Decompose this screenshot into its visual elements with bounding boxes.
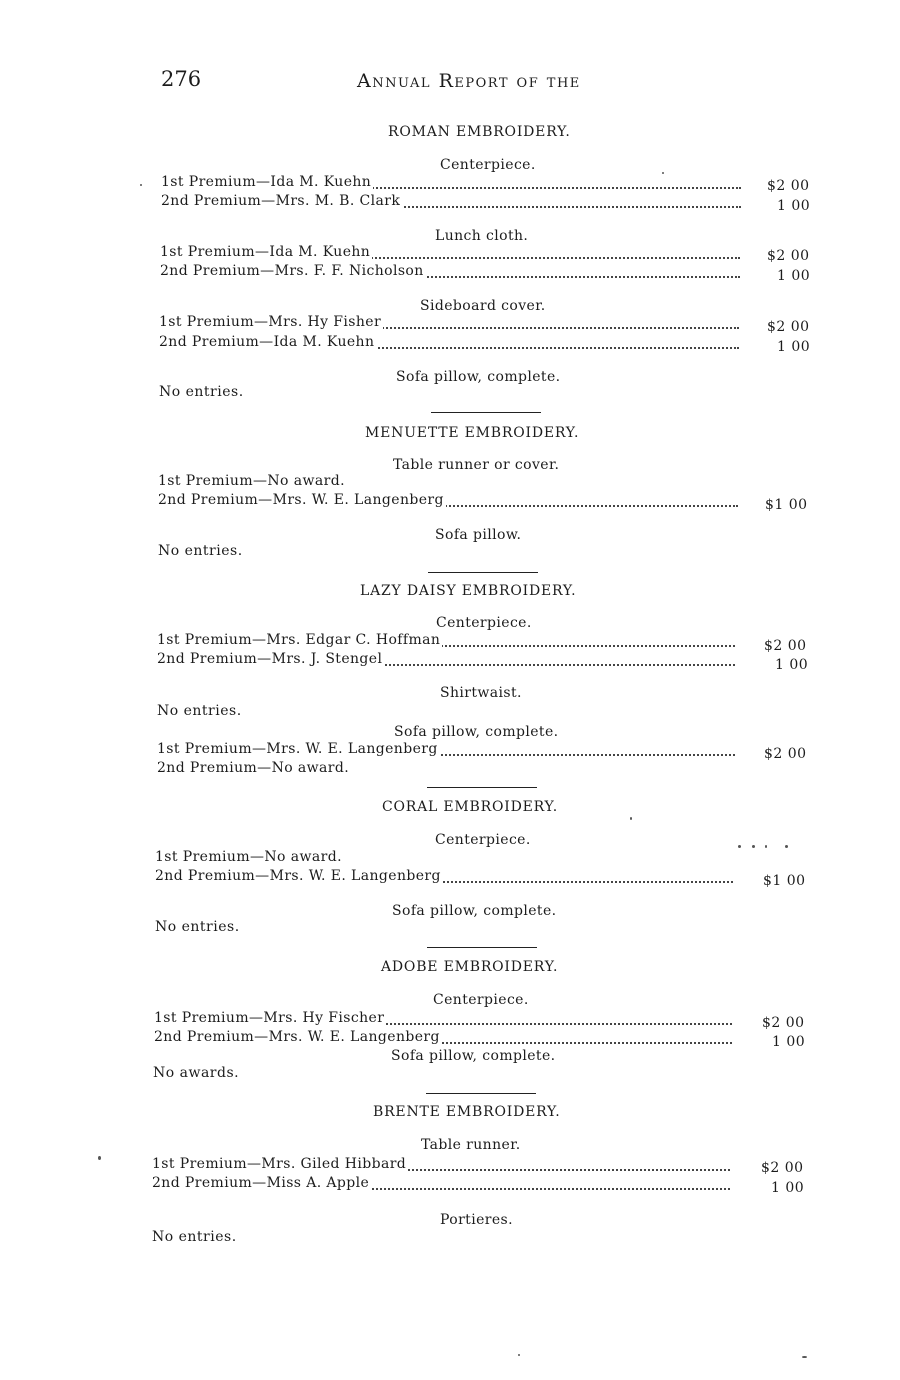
category-heading: Shirtwaist. bbox=[440, 685, 522, 701]
award-label: 2nd Premium—Mrs. M. B. Clark bbox=[161, 193, 401, 209]
running-head: Annual Report of the bbox=[357, 70, 581, 92]
award-amount: 1 00 bbox=[777, 339, 811, 355]
no-entries-note: No entries. bbox=[158, 543, 243, 559]
award-label: 1st Premium—Mrs. Giled Hibbard bbox=[152, 1156, 407, 1172]
award-label: 1st Premium—No award. bbox=[158, 473, 345, 489]
page-number: 276 bbox=[161, 67, 202, 91]
scan-speck bbox=[630, 817, 632, 820]
no-entries-note: No entries. bbox=[157, 703, 242, 719]
award-entry bbox=[160, 244, 740, 262]
no-entries-note: No entries. bbox=[152, 1229, 237, 1245]
award-amount: 1 00 bbox=[777, 198, 811, 214]
scan-speck bbox=[738, 845, 741, 848]
section-divider bbox=[427, 947, 537, 948]
award-label: 1st Premium—Ida M. Kuehn bbox=[160, 244, 371, 260]
award-entry bbox=[158, 473, 738, 491]
award-entry bbox=[157, 651, 735, 669]
scan-speck bbox=[140, 184, 142, 186]
award-amount: 1 00 bbox=[771, 1180, 805, 1196]
section-title: ADOBE EMBROIDERY. bbox=[381, 959, 559, 975]
category-heading: Sofa pillow, complete. bbox=[392, 903, 557, 919]
award-entry bbox=[161, 174, 741, 192]
category-heading: Table runner. bbox=[421, 1137, 521, 1153]
award-amount: $2 00 bbox=[761, 1160, 804, 1176]
award-amount: $2 00 bbox=[767, 248, 810, 264]
category-heading: Sofa pillow, complete. bbox=[391, 1048, 556, 1064]
award-entry bbox=[157, 741, 735, 759]
award-entry bbox=[152, 1175, 730, 1193]
award-amount: $2 00 bbox=[764, 746, 807, 762]
award-label: 2nd Premium—No award. bbox=[157, 760, 350, 776]
award-label: 1st Premium—No award. bbox=[155, 849, 342, 865]
award-entry bbox=[158, 492, 738, 510]
award-label: 2nd Premium—Mrs. F. F. Nicholson bbox=[160, 263, 424, 279]
award-label: 1st Premium—Mrs. Hy Fisher bbox=[159, 314, 382, 330]
category-heading: Sofa pillow, complete. bbox=[396, 369, 561, 385]
award-amount: $2 00 bbox=[762, 1015, 805, 1031]
award-entry bbox=[161, 193, 741, 211]
category-heading: Centerpiece. bbox=[433, 992, 529, 1008]
award-amount: 1 00 bbox=[777, 268, 811, 284]
category-heading: Sofa pillow. bbox=[435, 527, 522, 543]
award-entry bbox=[155, 849, 733, 867]
section-divider bbox=[426, 1093, 536, 1094]
no-entries-note: No entries. bbox=[159, 384, 244, 400]
category-heading: Lunch cloth. bbox=[435, 228, 529, 244]
award-label: 2nd Premium—Mrs. J. Stengel bbox=[157, 651, 383, 667]
award-label: 1st Premium—Mrs. Hy Fischer bbox=[154, 1010, 385, 1026]
award-amount: $1 00 bbox=[765, 497, 808, 513]
scan-speck bbox=[518, 1354, 520, 1356]
category-heading: Sideboard cover. bbox=[420, 298, 546, 314]
section-divider bbox=[431, 412, 541, 413]
award-entry bbox=[159, 314, 739, 332]
section-divider bbox=[427, 787, 537, 788]
award-amount: 1 00 bbox=[772, 1034, 806, 1050]
award-entry bbox=[160, 263, 740, 281]
award-entry bbox=[154, 1010, 732, 1028]
award-entry bbox=[159, 334, 739, 352]
no-awards-note: No awards. bbox=[153, 1065, 240, 1081]
award-label: 2nd Premium—Mrs. W. E. Langenberg bbox=[154, 1029, 440, 1045]
award-label: 2nd Premium—Ida M. Kuehn bbox=[159, 334, 375, 350]
award-entry bbox=[155, 868, 733, 886]
award-label: 1st Premium—Ida M. Kuehn bbox=[161, 174, 372, 190]
category-heading: Sofa pillow, complete. bbox=[394, 724, 559, 740]
category-heading: Centerpiece. bbox=[440, 157, 536, 173]
award-amount: $2 00 bbox=[767, 319, 810, 335]
scan-speck bbox=[802, 1356, 807, 1358]
section-title: LAZY DAISY EMBROIDERY. bbox=[360, 583, 577, 599]
scan-speck bbox=[98, 1156, 101, 1160]
award-label: 2nd Premium—Miss A. Apple bbox=[152, 1175, 370, 1191]
award-entry bbox=[152, 1156, 730, 1174]
scan-speck bbox=[752, 845, 755, 848]
award-amount: $2 00 bbox=[764, 638, 807, 654]
scan-speck bbox=[765, 845, 767, 848]
award-entry bbox=[154, 1029, 732, 1047]
section-divider bbox=[428, 572, 538, 573]
award-entry bbox=[157, 632, 735, 650]
scan-speck bbox=[785, 845, 788, 848]
award-amount: $2 00 bbox=[767, 178, 810, 194]
section-title: MENUETTE EMBROIDERY. bbox=[365, 425, 580, 441]
award-amount: $1 00 bbox=[763, 873, 806, 889]
award-label: 2nd Premium—Mrs. W. E. Langenberg bbox=[155, 868, 441, 884]
scan-speck bbox=[662, 172, 664, 174]
award-label: 1st Premium—Mrs. W. E. Langenberg bbox=[157, 741, 438, 757]
award-amount: 1 00 bbox=[775, 657, 809, 673]
category-heading: Table runner or cover. bbox=[393, 457, 560, 473]
category-heading: Centerpiece. bbox=[436, 615, 532, 631]
section-title: ROMAN EMBROIDERY. bbox=[388, 124, 571, 140]
award-label: 2nd Premium—Mrs. W. E. Langenberg bbox=[158, 492, 444, 508]
no-entries-note: No entries. bbox=[155, 919, 240, 935]
category-heading: Centerpiece. bbox=[435, 832, 531, 848]
category-heading: Portieres. bbox=[440, 1212, 513, 1228]
award-label: 1st Premium—Mrs. Edgar C. Hoffman bbox=[157, 632, 441, 648]
award-entry bbox=[157, 760, 735, 778]
section-title: BRENTE EMBROIDERY. bbox=[373, 1104, 561, 1120]
section-title: CORAL EMBROIDERY. bbox=[382, 799, 559, 815]
